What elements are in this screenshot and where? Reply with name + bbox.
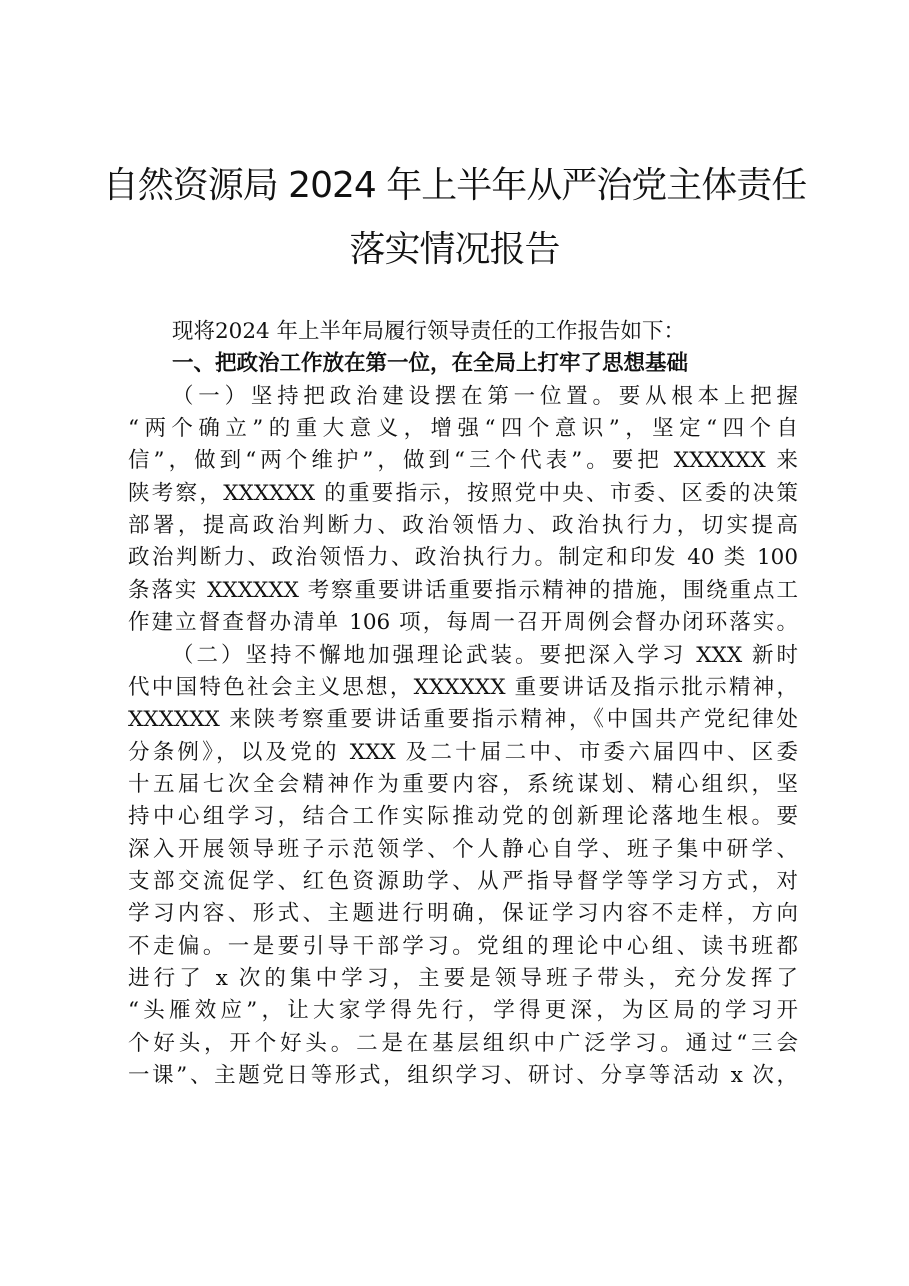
paragraph-2-line: 深入开展领导班子示范领学、个人静心自学、班子集中研学、 (128, 837, 798, 862)
paragraph-2-line: 一课”、主题党日等形式，组织学习、研讨、分享等活动 x 次， (128, 1063, 798, 1088)
document-title-line-1: 自然资源局 2024 年上半年从严治党主体责任 (102, 165, 807, 206)
paragraph-1-line: 部署，提高政治判断力、政治领悟力、政治执行力，切实提高 (128, 513, 798, 538)
paragraph-1-line: （一）坚持把政治建设摆在第一位置。要从根本上把握 (172, 384, 798, 409)
paragraph-2-line: “头雁效应”，让大家学得先行，学得更深，为区局的学习开 (128, 998, 798, 1023)
paragraph-1-line: “两个确立”的重大意义，增强“四个意识”，坚定“四个自 (128, 416, 798, 441)
paragraph-2-line: 持中心组学习，结合工作实际推动党的创新理论落地生根。要 (128, 804, 798, 829)
paragraph-2-line: 不走偏。一是要引导干部学习。党组的理论中心组、读书班都 (128, 934, 798, 959)
paragraph-2-line: XXXXXX 来陕考察重要讲话重要指示精神，《中国共产党纪律处 (128, 707, 798, 732)
section-heading-1: 一、把政治工作放在第一位，在全局上打牢了思想基础 (172, 351, 689, 376)
paragraph-2-line: 分条例》，以及党的 XXX 及二十届二中、市委六届四中、区委 (128, 740, 798, 765)
intro-paragraph: 现将2024 年上半年局履行领导责任的工作报告如下： (172, 319, 686, 344)
document-title-line-2: 落实情况报告 (349, 229, 560, 270)
paragraph-1-line: 条落实 XXXXXX 考察重要讲话重要指示精神的措施，围绕重点工 (128, 578, 798, 603)
paragraph-2-line: 学习内容、形式、主题进行明确，保证学习内容不走样，方向 (128, 901, 798, 926)
paragraph-2-line: 个好头，开个好头。二是在基层组织中广泛学习。通过“三会 (128, 1031, 798, 1056)
paragraph-2-line: 十五届七次全会精神作为重要内容，系统谋划、精心组织，坚 (128, 772, 798, 797)
paragraph-2-line: 代中国特色社会主义思想，XXXXXX 重要讲话及指示批示精神， (128, 675, 798, 700)
paragraph-2-line: 支部交流促学、红色资源助学、从严指导督学等学习方式，对 (128, 869, 798, 894)
paragraph-1-line: 信”，做到“两个维护”，做到“三个代表”。要把 XXXXXX 来 (128, 448, 798, 473)
paragraph-2-line: （二）坚持不懈地加强理论武装。要把深入学习 XXX 新时 (172, 643, 798, 668)
paragraph-1-line: 作建立督查督办清单 106 项，每周一召开周例会督办闭环落实。 (128, 610, 798, 635)
paragraph-2-line: 进行了 x 次的集中学习，主要是领导班子带头，充分发挥了 (128, 966, 798, 991)
paragraph-1-line: 政治判断力、政治领悟力、政治执行力。制定和印发 40 类 100 (128, 545, 798, 570)
paragraph-1-line: 陕考察，XXXXXX 的重要指示，按照党中央、市委、区委的决策 (128, 481, 798, 506)
